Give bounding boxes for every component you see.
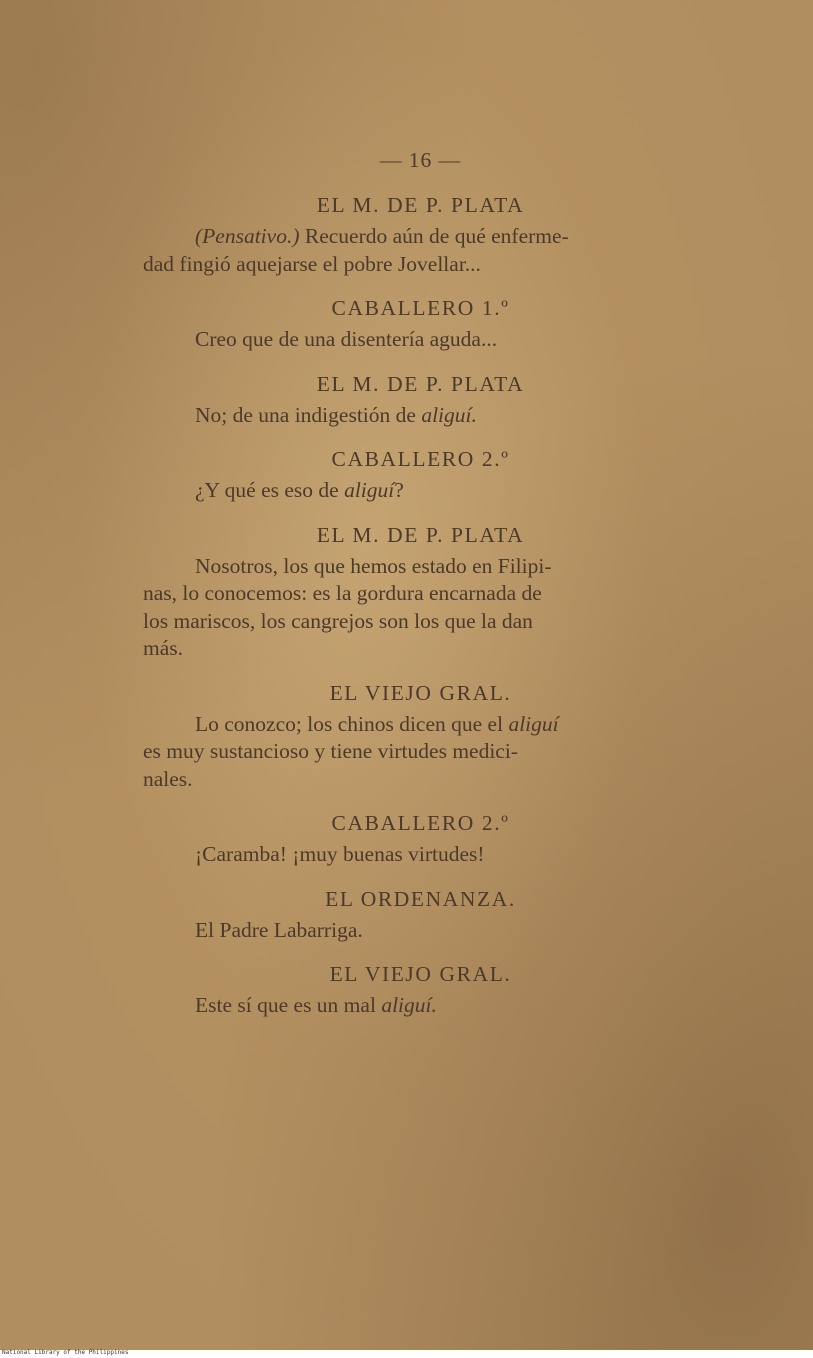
speaker-name: EL M. DE P. PLATA xyxy=(316,522,525,547)
footer-strip xyxy=(0,1350,813,1358)
speaker-name: CABALLERO 2.º xyxy=(331,811,510,835)
speaker-name: EL ORDENANZA. xyxy=(325,886,516,911)
dialogue-line: Creo que de una disentería aguda... xyxy=(195,327,498,351)
footer-credit: National Library of the Philippines xyxy=(2,1349,129,1356)
dialogue-line: Este sí que es un mal aliguí. xyxy=(195,993,437,1017)
speaker-name: EL M. DE P. PLATA xyxy=(316,193,525,217)
dialogue-line: (Pensativo.) Recuerdo aún de qué enferme- xyxy=(195,224,569,248)
dialogue-block xyxy=(143,956,698,1020)
page-number: — 16 — xyxy=(379,148,462,172)
speaker-name: EL M. DE P. PLATA xyxy=(316,371,525,396)
dialogue-block xyxy=(143,675,698,794)
dialogue-line: No; de una indigestión de aliguí. xyxy=(195,402,477,427)
dialogue-block xyxy=(143,517,698,663)
dialogue-line: Nosotros, los que hemos estado en Filipi- xyxy=(195,553,552,578)
dialogue-block xyxy=(143,290,698,354)
speaker-name: EL VIEJO GRAL. xyxy=(329,680,512,705)
dialogue-block xyxy=(143,881,698,945)
dialogue-line: dad fingió aquejarse el pobre Jovellar... xyxy=(143,251,481,276)
dialogue-block xyxy=(143,187,698,278)
dialogue-line: más. xyxy=(143,636,184,660)
speaker-name: EL VIEJO GRAL. xyxy=(329,962,512,986)
dialogue-line: El Padre Labarriga. xyxy=(195,917,363,942)
speaker-name: CABALLERO 1.º xyxy=(331,296,510,320)
dialogue-block xyxy=(143,366,698,430)
dialogue-line: nales. xyxy=(143,766,193,791)
page-text xyxy=(143,148,698,1020)
dialogue-line: Lo conozco; los chinos dicen que el aliguí xyxy=(195,711,559,736)
dialogue-line: nas, lo conocemos: es la gordura encarnada de xyxy=(143,581,542,605)
dialogue-line: ¡Caramba! ¡muy buenas virtudes! xyxy=(195,842,485,866)
dialogue-line: ¿Y qué es eso de aliguí? xyxy=(195,478,404,502)
dialogue-block xyxy=(143,805,698,869)
dialogue-line: es muy sustancioso y tiene virtudes medici- xyxy=(143,739,518,763)
speaker-name: CABALLERO 2.º xyxy=(331,447,510,471)
dialogue-line: los mariscos, los cangrejos son los que la dan xyxy=(143,608,533,633)
dialogue-block xyxy=(143,441,698,505)
